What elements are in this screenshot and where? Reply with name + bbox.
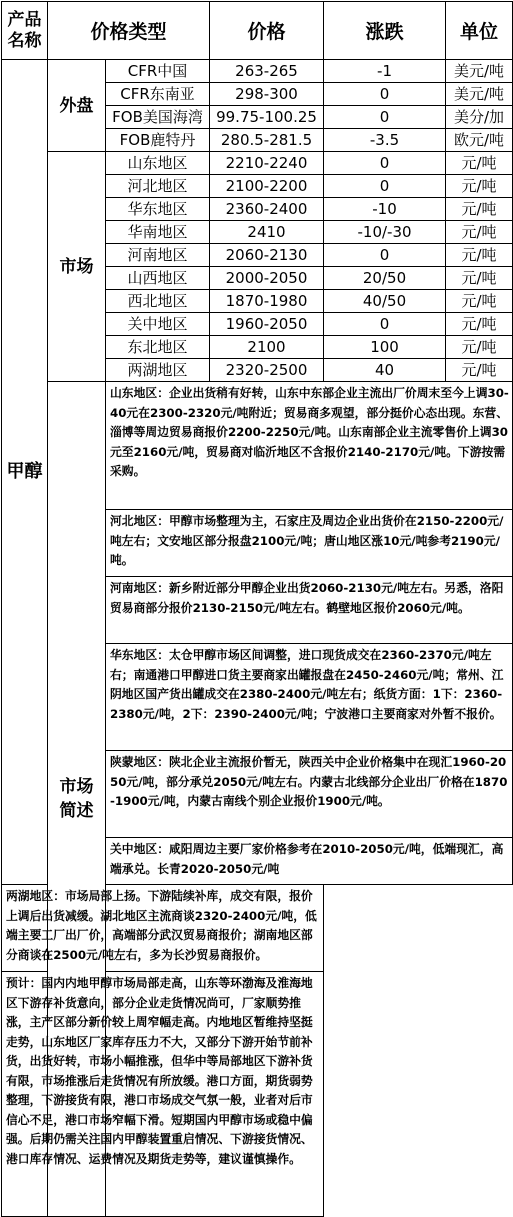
- change-cell: 0: [324, 106, 446, 129]
- change-cell: 0: [324, 244, 446, 267]
- header-price-type: 价格类型: [48, 2, 210, 60]
- unit-cell: 元/吨: [446, 336, 513, 359]
- unit-cell: 元/吨: [446, 290, 513, 313]
- summary-shaanmeng: 陕蒙地区：陕北企业主流报价暂无，陕西关中企业价格集中在现汇1960-2050元/吨，部分承兑2050元/吨左右。内蒙古北线部分企业出厂价格在1870-1900元/吨，内蒙古南线个别企业报价1900元/吨。: [106, 751, 513, 838]
- header-price: 价格: [210, 2, 324, 60]
- header-unit: 单位: [446, 2, 513, 60]
- change-cell: 0: [324, 83, 446, 106]
- change-cell: 0: [324, 313, 446, 336]
- unit-cell: 元/吨: [446, 152, 513, 175]
- unit-cell: 元/吨: [446, 198, 513, 221]
- change-cell: 0: [324, 152, 446, 175]
- price-type-cell: 华东地区: [106, 198, 210, 221]
- change-cell: -1: [324, 60, 446, 83]
- methanol-price-table: [1, 1, 513, 1217]
- price-cell: 1960-2050: [210, 313, 324, 336]
- table-row: [2, 152, 513, 175]
- header-product-name: 产品名称: [2, 2, 48, 60]
- price-cell: 99.75-100.25: [210, 106, 324, 129]
- price-cell: 2000-2050: [210, 267, 324, 290]
- unit-cell: 欧元/吨: [446, 129, 513, 152]
- unit-cell: 元/吨: [446, 359, 513, 382]
- table-row: [2, 60, 513, 83]
- price-cell: 298-300: [210, 83, 324, 106]
- change-cell: -3.5: [324, 129, 446, 152]
- change-cell: 40: [324, 359, 446, 382]
- price-type-cell: 关中地区: [106, 313, 210, 336]
- summary-huadong: 华东地区：太仓甲醇市场区间调整，进口现货成交在2360-2370元/吨左右；南通港口甲醇进口货主要商家出罐报盘在2450-2460元/吨；常州、江阴地区国产货出罐成交在2380-2400元/吨左右；纸货方面：1下：2360-2380元/吨，2下：2390-2400元/吨；宁波港口主要商家对外暂不报价。: [106, 644, 513, 751]
- price-type-cell: 山西地区: [106, 267, 210, 290]
- unit-cell: 美元/吨: [446, 83, 513, 106]
- price-type-cell: FOB鹿特丹: [106, 129, 210, 152]
- price-type-cell: 山东地区: [106, 152, 210, 175]
- summary-row: [2, 885, 513, 972]
- summary-shandong: 山东地区：企业出货稍有好转，山东中东部企业主流出厂价周末至今上调30-40元在2300-2320元/吨附近；贸易商多观望，部分挺价心态出现。东营、淄博等周边贸易商报价2200-2250元/吨。山东南部企业主流零售价上调30元至2160元/吨，贸易商对临沂地区不含报价2140-2170元/吨。下游按需采购。: [106, 382, 513, 510]
- price-type-cell: CFR东南亚: [106, 83, 210, 106]
- product-name-cell: 甲醇: [2, 60, 48, 885]
- price-cell: 2060-2130: [210, 244, 324, 267]
- price-cell: 1870-1980: [210, 290, 324, 313]
- price-cell: 263-265: [210, 60, 324, 83]
- unit-cell: 美分/加: [446, 106, 513, 129]
- change-cell: -10/-30: [324, 221, 446, 244]
- price-cell: 2410: [210, 221, 324, 244]
- price-cell: 2360-2400: [210, 198, 324, 221]
- header-row: [2, 2, 513, 60]
- section-overseas: 外盘: [48, 60, 106, 152]
- unit-cell: 元/吨: [446, 175, 513, 198]
- price-type-cell: 东北地区: [106, 336, 210, 359]
- price-type-cell: FOB美国海湾: [106, 106, 210, 129]
- change-cell: -10: [324, 198, 446, 221]
- unit-cell: 元/吨: [446, 221, 513, 244]
- price-cell: 280.5-281.5: [210, 129, 324, 152]
- price-type-cell: 河北地区: [106, 175, 210, 198]
- price-type-cell: 西北地区: [106, 290, 210, 313]
- price-type-cell: CFR中国: [106, 60, 210, 83]
- change-cell: 20/50: [324, 267, 446, 290]
- price-cell: 2210-2240: [210, 152, 324, 175]
- summary-row: [2, 382, 513, 510]
- header-change: 涨跌: [324, 2, 446, 60]
- price-type-cell: 华南地区: [106, 221, 210, 244]
- summary-guanzhong: 关中地区：咸阳周边主要厂家价格参考在2010-2050元/吨，低端现汇，高端承兑。长青2020-2050元/吨: [106, 838, 513, 885]
- section-market: 市场: [48, 152, 106, 382]
- price-cell: 2100-2200: [210, 175, 324, 198]
- change-cell: 0: [324, 175, 446, 198]
- price-type-cell: 两湖地区: [106, 359, 210, 382]
- summary-henan: 河南地区：新乡附近部分甲醇企业出货2060-2130元/吨左右。另悉，洛阳贸易商部分报价2130-2150元/吨左右。鹤壁地区报价2060元/吨。: [106, 577, 513, 644]
- price-type-cell: 河南地区: [106, 244, 210, 267]
- change-cell: 100: [324, 336, 446, 359]
- summary-hebei: 河北地区：甲醇市场整理为主，石家庄及周边企业出货价在2150-2200元/吨左右；文安地区部分报盘2100元/吨；唐山地区涨10元/吨参考2190元/吨。: [106, 510, 513, 577]
- unit-cell: 元/吨: [446, 313, 513, 336]
- change-cell: 40/50: [324, 290, 446, 313]
- price-cell: 2100: [210, 336, 324, 359]
- unit-cell: 美元/吨: [446, 60, 513, 83]
- section-summary-label: 市场简述: [59, 777, 94, 821]
- summary-forecast: 预计：国内内地甲醇市场局部走高，山东等环渤海及淮海地区下游存补货意向，部分企业走货情况尚可，厂家顺势推涨，主产区部分新价较上周窄幅走高。内地地区暂维持坚挺走势，山东地区厂家库存压力不大，又部分下游开始节前补货，出货好转，市场小幅推涨，但华中等局部地区下游补货有限，市场推涨后走货情况有所放缓。港口方面，期货弱势整理，下游接货有限，港口市场成交气氛一般，业者对后市信心不足，港口市场窄幅下滑。短期国内甲醇市场或稳中偏强。后期仍需关注国内甲醇装置重启情况、下游接货情况、港口库存情况、运费情况及期货走势等，建议谨慎操作。: [2, 972, 324, 1217]
- unit-cell: 元/吨: [446, 267, 513, 290]
- unit-cell: 元/吨: [446, 244, 513, 267]
- summary-lianghu: 两湖地区：市场局部上扬。下游陆续补库，成交有限，报价上调后出货减缓。湖北地区主流商谈2320-2400元/吨，低端主要工厂出厂价，高端部分武汉贸易商报价；湖南地区部分商谈在2500元/吨左右，多为长沙贸易商报价。: [2, 885, 324, 972]
- price-cell: 2320-2500: [210, 359, 324, 382]
